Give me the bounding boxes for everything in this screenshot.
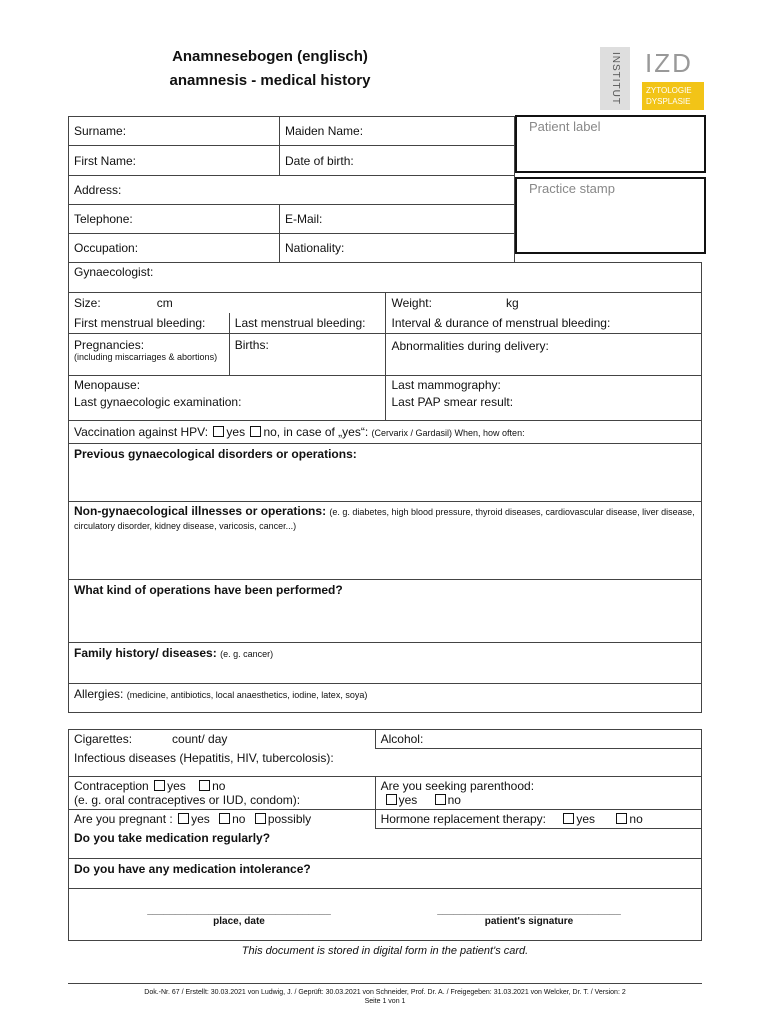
menstrual-interval-field[interactable]: Interval & durance of menstrual bleeding:: [386, 313, 702, 334]
logo-badge: ZYTOLOGIE DYSPLASIE: [642, 82, 704, 110]
place-date-line[interactable]: _________________________________ place, date: [147, 905, 331, 927]
weight-field[interactable]: Weight: kg: [386, 293, 702, 313]
pregnant-yes-checkbox[interactable]: [178, 813, 189, 824]
hrt-row: Hormone replacement therapy: yes no: [375, 810, 701, 829]
last-mammography-field[interactable]: Last mammography:: [386, 376, 702, 395]
contraception-yes-checkbox[interactable]: [154, 780, 165, 791]
personal-data-table: [68, 116, 515, 263]
hrt-yes-checkbox[interactable]: [563, 813, 574, 824]
alcohol-field[interactable]: Alcohol:: [375, 730, 701, 749]
parenthood-no-checkbox[interactable]: [435, 794, 446, 805]
medical-history-table: [68, 262, 702, 713]
first-name-field[interactable]: First Name:: [69, 146, 280, 176]
document-subtitle: anamnesis - medical history: [169, 72, 371, 89]
occupation-field[interactable]: Occupation:: [69, 234, 280, 263]
last-pap-field[interactable]: Last PAP smear result:: [386, 395, 702, 421]
address-field[interactable]: Address:: [69, 176, 515, 205]
storage-notice: This document is stored in digital form in the patient's card.: [241, 945, 529, 957]
parenthood-row: Are you seeking parenthood: yes no: [375, 777, 701, 810]
signature-row: [69, 889, 702, 941]
hpv-no-checkbox[interactable]: [250, 426, 261, 437]
patient-label-box: Patient label: [515, 115, 706, 173]
parenthood-yes-checkbox[interactable]: [386, 794, 397, 805]
medication-intolerance-field[interactable]: Do you have any medication intolerance?: [69, 859, 702, 889]
medication-field[interactable]: Do you take medication regularly?: [69, 829, 702, 859]
page-number: Seite 1 von 1: [364, 998, 406, 1005]
document-info: Dok.-Nr. 67 / Erstellt: 30.03.2021 von Ludwig, J. / Geprüft: 30.03.2021 von Schneider, Prof. Dr. A. / Freigegeben: 31.03.2021 von Welcker, Dr. T. / Version: 2: [144, 989, 626, 996]
last-menstrual-bleeding-field[interactable]: Last menstrual bleeding:: [229, 313, 386, 334]
operations-field[interactable]: What kind of operations have been performed?: [69, 580, 702, 643]
logo-mark: IZD: [645, 48, 693, 78]
practice-stamp-box: Practice stamp: [515, 177, 706, 254]
patient-signature-line[interactable]: _________________________________ patient's signature: [437, 905, 621, 927]
last-gyn-exam-field[interactable]: Last gynaecologic examination:: [69, 395, 386, 421]
nationality-field[interactable]: Nationality:: [280, 234, 515, 263]
date-of-birth-field[interactable]: Date of birth:: [280, 146, 515, 176]
surname-field[interactable]: Surname:: [69, 117, 280, 146]
pregnant-possibly-checkbox[interactable]: [255, 813, 266, 824]
non-gyn-illnesses-field[interactable]: Non-gynaecological illnesses or operations: (e. g. diabetes, high blood pressure, thyroid diseases, cardiovascular disease, liver disease, circulatory disorder, kidney disease, varicosis, cancer...): [69, 502, 702, 580]
family-history-field[interactable]: Family history/ diseases: (e. g. cancer): [69, 643, 702, 684]
allergies-field[interactable]: Allergies: (medicine, antibiotics, local anaesthetics, iodine, latex, soya): [69, 684, 702, 713]
births-field[interactable]: Births:: [229, 334, 386, 376]
footer-divider: [68, 983, 702, 984]
menopause-field[interactable]: Menopause:: [69, 376, 386, 395]
gynaecologist-field[interactable]: Gynaecologist:: [69, 263, 702, 293]
institute-logo: INSTITUT: [600, 47, 630, 110]
first-menstrual-bleeding-field[interactable]: First menstrual bleeding:: [69, 313, 230, 334]
pregnant-no-checkbox[interactable]: [219, 813, 230, 824]
infectious-diseases-field[interactable]: Infectious diseases (Hepatitis, HIV, tubercolosis):: [69, 749, 702, 777]
lifestyle-table: [68, 729, 702, 941]
cigarettes-field[interactable]: Cigarettes: count/ day: [69, 730, 376, 749]
hpv-vaccination-row: Vaccination against HPV: yes no, in case of „yes“: (Cervarix / Gardasil) When, how often:: [69, 421, 702, 444]
contraception-no-checkbox[interactable]: [199, 780, 210, 791]
contraception-row: Contraception yes no (e. g. oral contraceptives or IUD, condom):: [69, 777, 376, 810]
pregnancies-field[interactable]: Pregnancies: (including miscarriages & abortions): [69, 334, 230, 376]
hpv-yes-checkbox[interactable]: [213, 426, 224, 437]
document-title: Anamnesebogen (englisch): [172, 48, 368, 65]
pregnant-row: Are you pregnant : yes no possibly: [69, 810, 376, 829]
previous-gyn-disorders-field[interactable]: Previous gynaecological disorders or operations:: [69, 444, 702, 502]
size-field[interactable]: Size: cm: [69, 293, 386, 313]
telephone-field[interactable]: Telephone:: [69, 205, 280, 234]
delivery-abnormalities-field[interactable]: Abnormalities during delivery:: [386, 334, 702, 376]
maiden-name-field[interactable]: Maiden Name:: [280, 117, 515, 146]
hrt-no-checkbox[interactable]: [616, 813, 627, 824]
email-field[interactable]: E-Mail:: [280, 205, 515, 234]
